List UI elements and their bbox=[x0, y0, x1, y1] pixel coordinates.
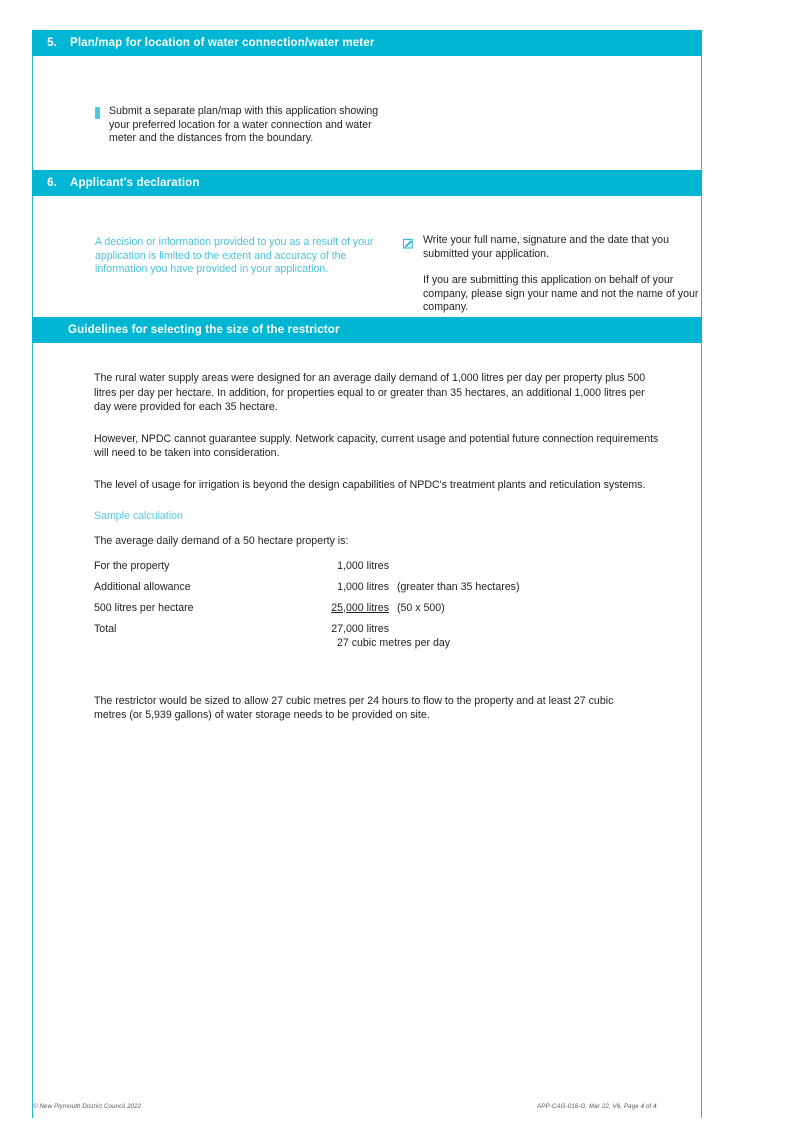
table-row bbox=[94, 623, 520, 635]
plan-map-hint-text: Submit a separate plan/map with this application showing your preferred location for a water connection and water meter and the distances from the boundary. bbox=[109, 105, 379, 145]
calc-label: For the property bbox=[94, 559, 170, 572]
footer-copyright: © New Plymouth District Council 2022 bbox=[33, 1103, 142, 1110]
calc-label-empty bbox=[94, 635, 299, 658]
declaration-note-row bbox=[403, 234, 703, 261]
table-row bbox=[94, 560, 520, 581]
declaration-note-text: Write your full name, signature and the date that you submitted your application. bbox=[423, 234, 669, 260]
table-row bbox=[94, 635, 520, 658]
section-5-body bbox=[32, 56, 702, 174]
sample-calculation-heading: Sample calculation bbox=[94, 509, 183, 522]
guidelines-content bbox=[94, 371, 659, 733]
calc-label: Total bbox=[94, 622, 117, 635]
table-row bbox=[94, 602, 520, 623]
sample-calculation-table bbox=[94, 560, 520, 658]
section-6-body bbox=[32, 196, 702, 318]
declaration-company-paragraph: If you are submitting this application on behalf of your company, please sign your name and not the name of your company. bbox=[423, 274, 699, 314]
guidelines-header bbox=[32, 317, 702, 343]
guidelines-paragraph-2: However, NPDC cannot guarantee supply. Network capacity, current usage and potential future connection requirements will need to be taken into consideration. bbox=[94, 432, 659, 460]
sample-calculation-lead: The average daily demand of a 50 hectare property is: bbox=[94, 534, 349, 547]
guidelines-title: Guidelines for selecting the size of the restrictor bbox=[68, 324, 340, 336]
section-5-number: 5. bbox=[47, 37, 57, 49]
table-row bbox=[94, 581, 520, 602]
calc-amount: 1,000 litres bbox=[337, 580, 389, 593]
section-guidelines bbox=[32, 317, 702, 1118]
guidelines-body bbox=[32, 343, 702, 1118]
plan-map-hint bbox=[95, 105, 399, 146]
checkbox-pen-icon bbox=[403, 236, 414, 247]
guidelines-paragraph-3: The level of usage for irrigation is beyond the design capabilities of NPDC's treatment plants and reticulation systems. bbox=[94, 478, 646, 491]
section-applicants-declaration bbox=[32, 170, 702, 318]
guidelines-paragraph-1: The rural water supply areas were designed for an average daily demand of 1,000 litres per day per property plus 500 litres per day per hectare. In addition, for properties equal to or greater than 35 hectares, an additional 1,000 litres per day were provided for each 35 hectare. bbox=[94, 372, 646, 414]
page-footer bbox=[32, 1103, 702, 1117]
calc-amount: 25,000 litres bbox=[331, 601, 389, 614]
section-5-title: Plan/map for location of water connection/water meter bbox=[70, 37, 375, 49]
guidelines-final-paragraph: The restrictor would be sized to allow 27 cubic metres per 24 hours to flow to the property and at least 27 cubic metres (or 5,939 gallons) of water storage needs to be provided on site. bbox=[94, 694, 614, 722]
section-plan-map bbox=[32, 30, 702, 174]
calc-label: Additional allowance bbox=[94, 580, 191, 593]
declaration-statement: A decision or information provided to you as a result of your application is limited to the extent and accuracy of the information you have provided in your application. bbox=[95, 236, 374, 276]
calc-note bbox=[395, 560, 520, 581]
section-6-title: Applicant's declaration bbox=[70, 177, 200, 189]
section-6-number: 6. bbox=[47, 177, 57, 189]
calc-note: (50 x 500) bbox=[397, 601, 445, 614]
calc-amount: 27,000 litres bbox=[331, 622, 389, 635]
calc-note: (greater than 35 hectares) bbox=[397, 580, 520, 593]
section-5-header bbox=[32, 30, 702, 56]
calc-amount: 1,000 litres bbox=[337, 559, 389, 572]
calc-cubic-total: 27 cubic metres per day bbox=[337, 636, 451, 649]
calc-note bbox=[395, 623, 520, 635]
footer-reference: APP-CAG-016-G, Mar 22, V6, Page 4 of 4 bbox=[537, 1103, 657, 1110]
declaration-instructions bbox=[403, 234, 703, 315]
bar-marker-icon bbox=[95, 107, 100, 119]
section-6-header bbox=[32, 170, 702, 196]
calc-label: 500 litres per hectare bbox=[94, 601, 194, 614]
